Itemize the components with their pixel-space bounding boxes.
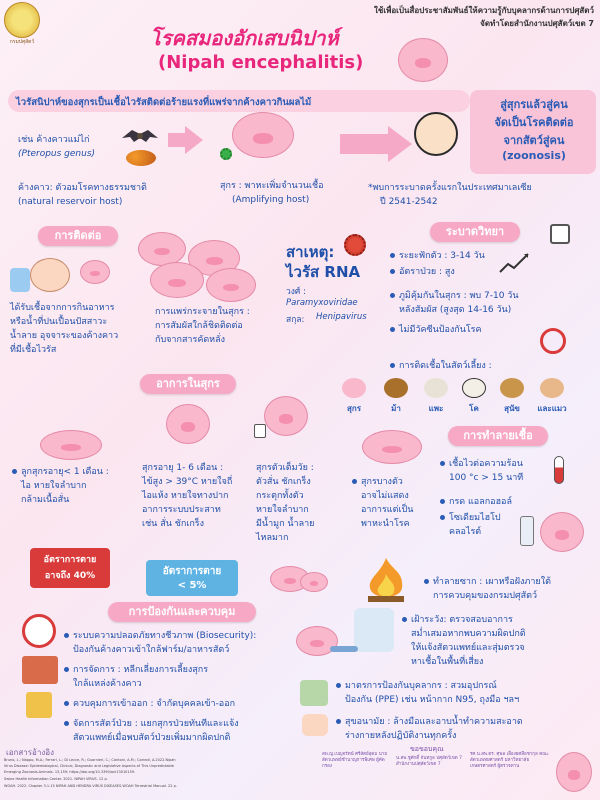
wash-hands-icon xyxy=(302,714,328,736)
no-bat-icon xyxy=(22,614,56,648)
cat-icon xyxy=(540,378,564,398)
ref-0: Bruno, L.; Nappo, M.A.; Ferrari, L.; Di Lecce, R.; Guarnieri, C.; Cantoni, A.M.; Corradi, A.2022.Nipah xyxy=(4,758,176,762)
pig-icon xyxy=(206,268,256,302)
prev-item-2: ควบคุมการเข้าออก : จำกัดบุคคลเข้า-ออก xyxy=(64,698,235,710)
credit-3: รศ.น.สพ.ดร. ศุพล เลื่องยศลือชากุล คณะสัตวแพทยศาสตร์ มหาวิทยาลัยเกษตรศาสตร์ ผู้ตรวจทาน xyxy=(470,752,549,769)
epi-item-1: อัตราป่วย : สูง xyxy=(390,266,455,278)
goat-icon xyxy=(424,378,448,398)
animal-label: ม้า xyxy=(391,404,401,413)
dog-icon xyxy=(500,378,524,398)
virus-icon xyxy=(344,234,366,256)
pig-icon xyxy=(80,260,110,284)
epidemiology-header: ระบาดวิทยา xyxy=(430,222,520,242)
sow-line3: อาการแต่เป็น xyxy=(361,505,414,515)
prev-right-0a: เฝ้าระวัง: ตรวจสอบอาการ xyxy=(402,614,513,626)
thanks: ขอขอบคุณ xyxy=(410,745,444,753)
pig-icon xyxy=(138,232,186,266)
calendar-icon xyxy=(550,224,570,244)
carcass-line2: การควบคุมของกรมปศุสัตว์ xyxy=(433,591,538,601)
prev-right-0b: สม่ำเสมอหากพบความผิดปกติ xyxy=(411,629,526,639)
thermometer-icon xyxy=(554,456,564,484)
horse-icon xyxy=(384,378,408,398)
pig-icon xyxy=(556,752,592,792)
prev-right-0d: หาเชื้อในพื้นที่เสี่ยง xyxy=(411,657,484,667)
bottle-icon xyxy=(520,516,534,546)
person-icon xyxy=(414,112,458,156)
arrow-bar xyxy=(340,134,390,154)
adult-line3: กระตุกทั้งตัว xyxy=(256,491,304,501)
zoonosis-line-4: (zoonosis) xyxy=(502,149,566,162)
adult-line5: มีน้ำมูก น้ำลาย xyxy=(256,519,315,529)
vet-icon xyxy=(354,608,394,652)
pig-host-line1: สุกร : พาหะเพิ่มจำนวนเชื้อ xyxy=(220,181,324,191)
piglet-line1: ลูกสุกรอายุ< 1 เดือน : xyxy=(12,466,109,478)
young-line1: สุกรอายุ 1- 6 เดือน : xyxy=(142,463,224,473)
young-line4: อาการระบบประสาท xyxy=(142,505,221,515)
transmission-header: การติดต่อ xyxy=(38,226,118,246)
family-label: วงศ์ : xyxy=(286,287,306,297)
header-by-line: จัดทำโดยสำนักงานปศุสัตว์เขต 7 xyxy=(480,19,594,28)
pig-icon xyxy=(232,112,294,158)
arrow-icon xyxy=(185,126,203,154)
pig-spread-line2: การสัมผัสใกล้ชิดติดต่อ xyxy=(155,321,243,331)
genus-value: Henipavirus xyxy=(316,312,367,322)
destroy-header: การทำลายเชื้อ xyxy=(448,426,548,446)
farm-icon xyxy=(22,656,58,684)
ppe-icon xyxy=(300,680,328,706)
ref-4: WOAH. 2022. Chapter 3.1.15 NIPAH AND HENDRA VIRUS DISEASES.WOAH Terrestrial Manual. 22 p. xyxy=(4,784,177,788)
adult-line2: ตัวสั่น ชักเกร็ง xyxy=(256,477,311,487)
destroy-acid: กรด แอลกอฮอล์ xyxy=(440,496,512,508)
young-line3: ไอแห้ง หายใจทางปาก xyxy=(142,491,229,501)
symptoms-header: อาการในสุกร xyxy=(140,374,236,394)
death-label: อัตราการตาย xyxy=(162,566,222,577)
destroy-soda-2: คลอไรต์ xyxy=(449,527,482,537)
arrow-bar xyxy=(168,133,186,147)
young-line5: เช่น สั่น ชักเกร็ง xyxy=(142,519,205,529)
virus-icon xyxy=(220,148,232,160)
ref-title: เอกสารอ้างอิง xyxy=(6,748,54,757)
bat-icon xyxy=(120,128,160,150)
piglet-line2: ไอ หายใจลำบาก xyxy=(21,481,87,491)
cause-label-2: ไวรัส RNA xyxy=(286,263,361,281)
prevention-header: การป้องกันและควบคุม xyxy=(108,602,256,622)
bat-example: เช่น ค้างคาวแม่ไก่ xyxy=(18,135,90,145)
family-value: Paramyxoviridae xyxy=(286,298,358,308)
food-line4: ที่มีเชื้อไวรัส xyxy=(10,345,57,355)
mortality-value: อาจถึง 40% xyxy=(44,571,96,581)
syringe-icon xyxy=(330,646,358,652)
pig-icon xyxy=(150,262,204,298)
no-vaccine-icon xyxy=(540,328,566,354)
fire-icon xyxy=(358,556,414,604)
page-subtitle: (Nipah encephalitis) xyxy=(158,52,364,73)
prev-right-0c: ให้แจ้งสัตวแพทย์และสุ่มตรวจ xyxy=(411,643,525,653)
ref-2: Emerging Zoonosis.Animals. 13,159; https://doi.org/10.3390/ani13010159. xyxy=(4,770,136,774)
prev-item-1b: ใกล้แหล่งค้างคาว xyxy=(73,679,142,689)
prev-item-3b: สัตวแพทย์เมื่อพบสัตว์ป่วยเพิ่มมากผิดปกติ xyxy=(73,733,231,743)
adult-line6: ไหลมาก xyxy=(256,533,289,543)
piglet-line3: กล้ามเนื้อสั่น xyxy=(21,495,70,505)
adult-line1: สุกรตัวเต็มวัย : xyxy=(256,463,314,473)
epi-item-4: ไม่มีวัคซีนป้องกันโรค xyxy=(390,324,482,336)
pig-icon xyxy=(362,430,422,464)
logo xyxy=(4,2,40,38)
cartoon-pig-icon xyxy=(398,38,448,82)
bat-host-line2: (natural reservoir host) xyxy=(18,197,123,207)
epi-item-2: ภูมิคุ้มกันในสุกร : พบ 7-10 วัน xyxy=(390,290,519,302)
header-top-line: ใช้เพื่อเป็นสื่อประชาสัมพันธ์ให้ความรู้กับบุคลากรด้านการปศุสัตว์ xyxy=(374,6,594,15)
first-outbreak-line1: *พบการระบาดครั้งแรกในประเทศมาเลเซีย xyxy=(368,183,532,193)
animal-label: โค xyxy=(469,404,479,413)
first-outbreak-line2: ปี 2541-2542 xyxy=(380,197,438,207)
destroy-soda-1: โซเดียมไฮโป xyxy=(440,512,501,524)
pig-animal-icon xyxy=(342,378,366,398)
pig-icon xyxy=(264,396,308,436)
prev-item-1: การจัดการ : หลีกเลี่ยงการเลี้ยงสุกร xyxy=(64,664,208,676)
food-line3: น้ำลาย อุจจาระของค้างคาว xyxy=(10,331,119,341)
sow-line2: อาจไม่แสดง xyxy=(361,491,409,501)
logo-text: กรมปศุสัตว์ xyxy=(9,39,35,45)
bat-genus: (Pteropus genus) xyxy=(18,149,96,159)
zoonosis-line-3: จากสัตว์สู่คน xyxy=(503,134,565,147)
zoonosis-line-2: จัดเป็นโรคติดต่อ xyxy=(494,116,574,129)
mortality-label: อัตราการตาย xyxy=(43,555,97,565)
fruit-icon xyxy=(126,150,156,166)
animal-label: และแมว xyxy=(537,404,567,413)
destroy-heat-val: 100 °c > 15 นาที xyxy=(449,473,524,483)
arrow-icon xyxy=(388,126,412,162)
prev-item-3: จัดการสัตว์ป่วย : แยกสุกรป่วยทันทีและแจ้ง xyxy=(64,718,239,730)
child-eating-icon xyxy=(30,258,70,292)
young-line2: ไข้สูง > 39°C หายใจถี่ xyxy=(142,477,233,487)
cow-icon xyxy=(462,378,486,398)
credit-2: น.สพ.ชูศักดิ์ จันทกูล ปศุสัตว์เขต 7 สำนักงานปศุสัตว์เขต 7 xyxy=(396,756,462,767)
cup-icon xyxy=(254,424,266,438)
page-title: โรคสมองอักเสบนิปาห์ xyxy=(150,26,339,50)
ref-3: Swine Health Information Center. 2021. NIPAH VIRUS. 12 p. xyxy=(4,777,108,781)
pig-icon xyxy=(540,512,584,552)
animal-label: สุกร xyxy=(346,404,362,413)
pig-icon xyxy=(300,572,328,592)
death-value: < 5% xyxy=(177,580,207,591)
epi-item-0: ระยะฟักตัว : 3-14 วัน xyxy=(390,250,485,262)
chart-up-icon xyxy=(498,250,532,276)
cause-label-1: สาเหตุ: xyxy=(286,243,335,261)
destroy-heat: เชื้อไวต่อความร้อน xyxy=(440,458,523,470)
prev-item-0: ระบบความปลอดภัยทางชีวภาพ (Biosecurity): xyxy=(64,630,256,642)
prev-right-2a: สุขอนามัย : ล้างมือและอาบน้ำทำความสะอาด xyxy=(336,716,523,728)
epi-item-5: การติดเชื้อในสัตว์เลี้ยง : xyxy=(390,360,492,372)
adult-line4: หายใจลำบาก xyxy=(256,505,309,515)
pig-spread-line3: กับจากสารคัดหลั่ง xyxy=(155,335,226,345)
pig-host-line2: (Amplifying host) xyxy=(232,195,310,205)
genus-label: สกุล: xyxy=(286,315,305,325)
piglet-icon xyxy=(40,430,102,460)
food-line1: ได้รับเชื้อจากการกินอาหาร xyxy=(10,303,115,313)
prev-right-2b: ร่างกายหลังปฏิบัติงานทุกครั้ง xyxy=(345,731,457,741)
pig-spread-line1: การแพร่กระจายในสุกร : xyxy=(155,307,250,317)
prev-right-1a: มาตรการป้องกันบุคลากร : สวมอุปกรณ์ xyxy=(336,680,497,692)
epi-item-3: หลังสัมผัส (สูงสุด 14-16 วัน) xyxy=(399,305,512,315)
zoonosis-line-1: สู่สุกรแล้วสู่คน xyxy=(500,98,568,111)
carcass-line1: ทำลายซาก : เผาหรือฝังภายใต้ xyxy=(424,576,551,588)
sow-line4: พาหะนำโรค xyxy=(361,519,410,529)
pig-icon xyxy=(166,404,210,444)
bat-host-line1: ค้างคาว: ตัวอมโรคทางธรรมชาติ xyxy=(18,183,147,193)
intro-banner-text: ไวรัสนิปาห์ของสุกรเป็นเชื้อไวรัสติดต่อร้ายแรงที่แพร่จากค้างคาวกินผลไม้ xyxy=(16,97,312,108)
sow-line1: สุกรบางตัว xyxy=(352,476,403,488)
prev-item-0b: ป้องกันค้างคาวเข้าใกล้ฟาร์ม/อาหารสัตว์ xyxy=(73,645,230,655)
water-icon xyxy=(10,268,30,292)
animal-label: แพะ xyxy=(428,404,444,413)
credit-1: สพ.ญ.เบญจรัตน์ ศรีสัตย์อุดม นายสัตวแพทย์ชำนาญการพิเศษ ผู้คัดกรอง xyxy=(322,752,387,769)
ref-1: Virus Disease: Epidemiological, Clinical, Diagnostic and Legislative Aspects of This Unpredictable xyxy=(4,764,174,768)
door-icon xyxy=(26,692,52,718)
animal-label: สุนัข xyxy=(504,404,520,413)
food-line2: หรือน้ำที่ปนเปื้อนปัสสาวะ xyxy=(10,317,108,327)
prev-right-1b: ป้องกัน (PPE) เช่น หน้ากาก N95, ถุงมือ ฯลฯ xyxy=(345,695,520,705)
